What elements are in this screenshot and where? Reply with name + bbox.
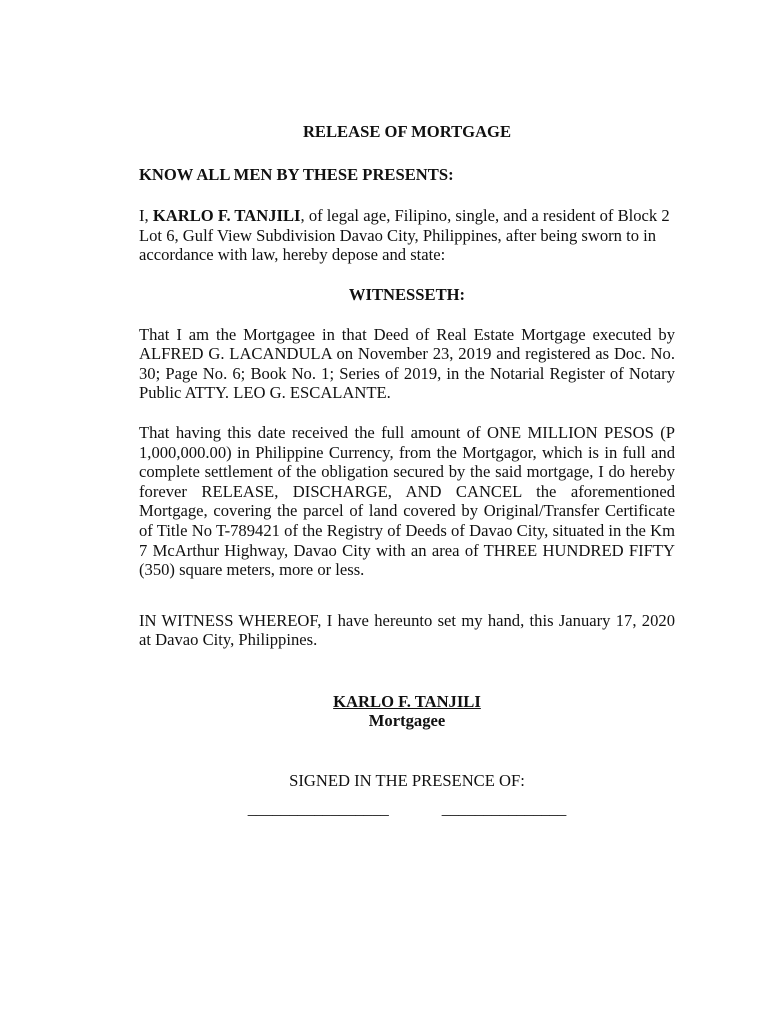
- witness-line-2: _______________: [441, 798, 567, 818]
- signatory-name: KARLO F. TANJILI: [333, 691, 481, 711]
- signatory-role: Mortgagee: [368, 711, 446, 731]
- release-paragraph: That having this date received the full amount of ONE MILLION PESOS (P 1,000,000.00) in Philippine Currency, from the Mortgagor, which is in full and complete settlement of the obligation secured by the said mortgage, I do hereby forever RELEASE, DISCHARGE, AND CANCEL the aforementioned Mortgage, covering the parcel of land covered by Original/Transfer Certificate of Title No T-789421 of the Registry of Deeds of Davao City, situated in the Km 7 McArthur Highway, Davao City with an area of THREE HUNDRED FIFTY (350) square meters, more or less.: [139, 422, 675, 580]
- in-witness-paragraph: IN WITNESS WHEREOF, I have hereunto set my hand, this January 17, 2020 at Davao City, Philippines.: [139, 610, 675, 650]
- presence-label: SIGNED IN THE PRESENCE OF:: [289, 771, 525, 791]
- intro-prefix: I,: [139, 206, 153, 226]
- intro-paragraph: [139, 206, 675, 265]
- witness-signature-lines: [139, 799, 675, 819]
- mortgage-paragraph: That I am the Mortgagee in that Deed of Real Estate Mortgage executed by ALFRED G. LACANDULA on November 23, 2019 and registered as Doc. No. 30; Page No. 6; Book No. 1; Series of 2019, in the Notarial Register of Notary Public ATTY. LEO G. ESCALANTE.: [139, 324, 675, 403]
- witnesseth-heading: WITNESSETH:: [348, 284, 466, 304]
- signature-block: [139, 692, 675, 731]
- document-title: RELEASE OF MORTGAGE: [302, 122, 512, 141]
- intro-text: , of legal age, Filipino, single, and a resident of Block 2 Lot 6, Gulf View Subdivision Davao City, Philippines, after being sworn to in accordance with law, hereby depose and state:: [139, 206, 670, 265]
- salutation: KNOW ALL MEN BY THESE PRESENTS:: [139, 164, 454, 184]
- intro-name: KARLO F. TANJILI: [152, 206, 301, 226]
- document-page: [139, 114, 675, 818]
- witness-line-1: _________________: [247, 798, 389, 818]
